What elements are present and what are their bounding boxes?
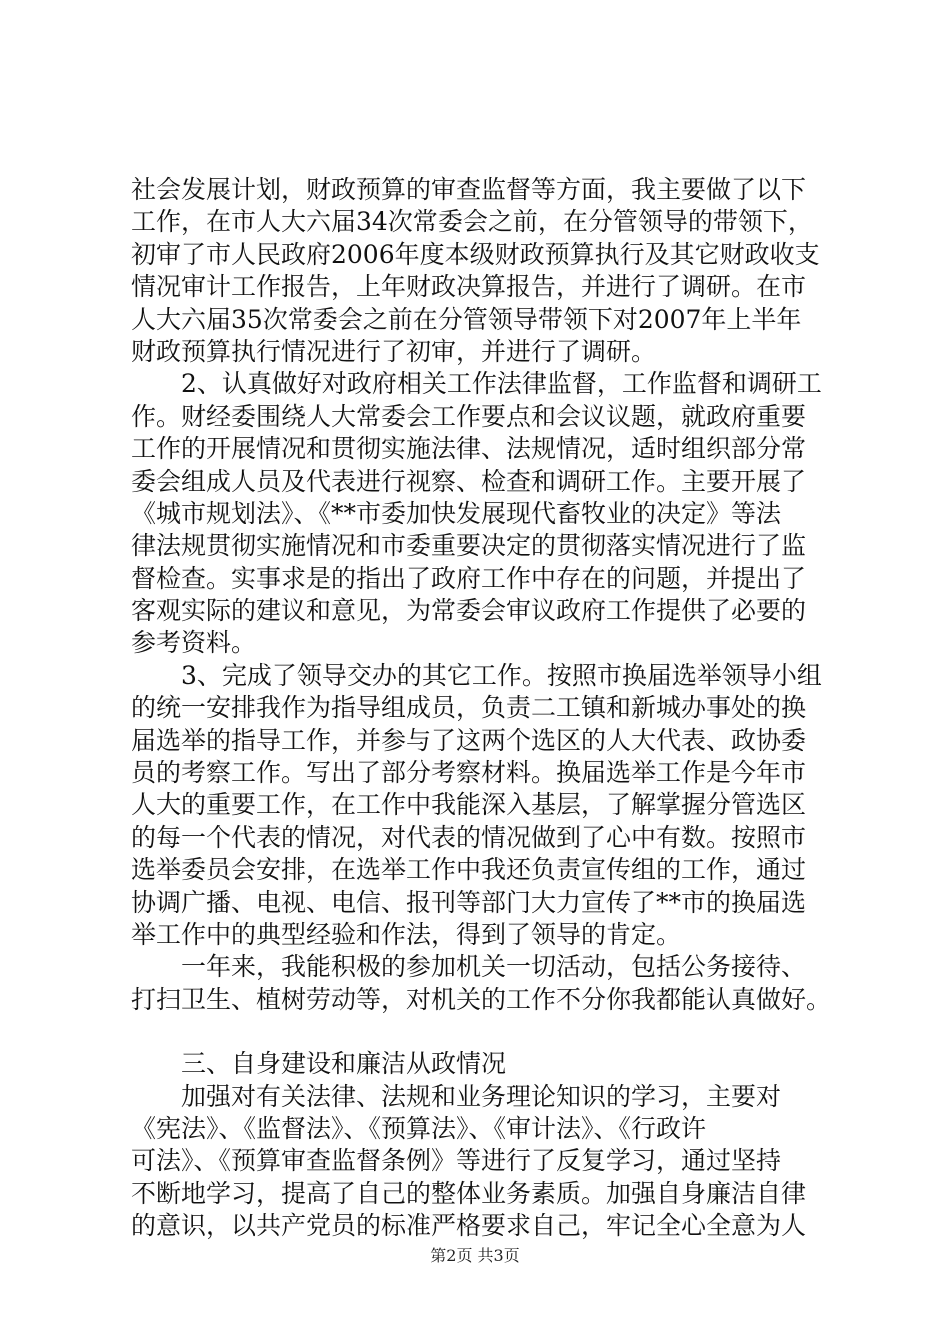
text-line: 《城市规划法》、《**市委加快发展现代畜牧业的决定》等法	[131, 498, 782, 528]
text-line: 打扫卫生、植树劳动等，对机关的工作不分你我都能认真做好。	[131, 984, 832, 1014]
page-footer	[0, 1246, 950, 1266]
text-line: 协调广播、电视、电信、报刊等部门大力宣传了**市的换届选	[131, 887, 807, 917]
text-line: 3、完成了领导交办的其它工作。按照市换届选举领导小组	[131, 660, 822, 690]
text-line: 工作的开展情况和贯彻实施法律、法规情况，适时组织部分常	[131, 434, 807, 464]
text-line: 工作，在市人大六届34次常委会之前，在分管领导的带领下，	[131, 207, 813, 237]
text-line: 不断地学习，提高了自己的整体业务素质。加强自身廉洁自律	[131, 1178, 807, 1208]
text-line: 督检查。实事求是的指出了政府工作中存在的问题，并提出了	[131, 563, 807, 593]
text-line: 情况审计工作报告，上年财政决算报告，并进行了调研。在市	[131, 272, 807, 302]
paragraph-gap	[131, 1016, 831, 1048]
text-line: 律法规贯彻实施情况和市委重要决定的贯彻落实情况进行了监	[131, 531, 807, 561]
text-line: 作。财经委围绕人大常委会工作要点和会议议题，就政府重要	[131, 401, 807, 431]
text-line: 人大六届35次常委会之前在分管领导带领下对2007年上半年	[131, 304, 802, 334]
text-line: 2、认真做好对政府相关工作法律监督，工作监督和调研工	[131, 369, 822, 399]
section-heading: 三、自身建设和廉洁从政情况	[131, 1049, 507, 1079]
text-line: 初审了市人民政府2006年度本级财政预算执行及其它财政收支	[131, 239, 820, 269]
text-line: 员的考察工作。写出了部分考察材料。换届选举工作是今年市	[131, 758, 807, 788]
text-line: 《宪法》、《监督法》、《预算法》、《审计法》、《行政许	[131, 1113, 707, 1143]
text-line: 选举委员会安排，在选举工作中我还负责宣传组的工作，通过	[131, 855, 807, 885]
text-line: 加强对有关法律、法规和业务理论知识的学习，主要对	[131, 1081, 782, 1111]
text-line: 届选举的指导工作，并参与了这两个选区的人大代表、政协委	[131, 725, 807, 755]
text-line: 参考资料。	[131, 628, 257, 658]
document-body	[131, 174, 831, 1243]
page-indicator: 第2页 共3页	[430, 1246, 520, 1265]
text-line: 财政预算执行情况进行了初审，并进行了调研。	[131, 336, 657, 366]
text-line: 社会发展计划，财政预算的审查监督等方面，我主要做了以下	[131, 175, 807, 204]
text-line: 客观实际的建议和意见，为常委会审议政府工作提供了必要的	[131, 596, 807, 626]
text-line: 人大的重要工作，在工作中我能深入基层，了解掌握分管选区	[131, 790, 807, 820]
text-line: 的意识，以共产党员的标准严格要求自己，牢记全心全意为人	[131, 1211, 807, 1241]
text-line: 举工作中的典型经验和作法，得到了领导的肯定。	[131, 919, 682, 949]
text-line: 一年来，我能积极的参加机关一切活动，包括公务接待、	[131, 952, 807, 982]
text-line: 的统一安排我作为指导组成员，负责二工镇和新城办事处的换	[131, 693, 807, 723]
text-line: 可法》、《预算审查监督条例》等进行了反复学习，通过坚持	[131, 1146, 782, 1176]
text-line: 的每一个代表的情况，对代表的情况做到了心中有数。按照市	[131, 822, 807, 852]
text-line: 委会组成人员及代表进行视察、检查和调研工作。主要开展了	[131, 466, 807, 496]
